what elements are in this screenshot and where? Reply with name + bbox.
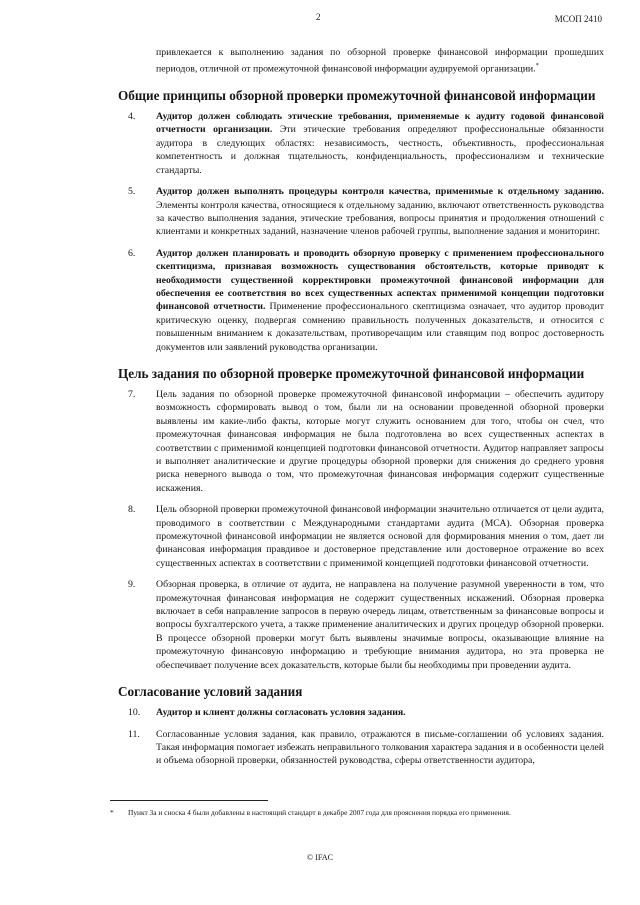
standard-code: МСОП 2410 [554, 14, 602, 24]
paragraph-text: Аудитор и клиент должны согласовать условия задания. [156, 707, 406, 719]
intro-paragraph: привлекается к выполнению задания по обзорной проверке финансовой информации прошедших периодов, отличной от промежуточной финансовой информации аудируемой организации.* [156, 47, 604, 75]
paragraph-6 [110, 247, 604, 354]
paragraph-number: 5. [128, 186, 136, 198]
paragraph-number: 11. [128, 728, 140, 740]
paragraph-text: Аудитор должен соблюдать этические требования, применяемые к аудиту годовой финансовой отчетности организации. Эти этические требования определяют профессиональные обязанности аудитора в следующих областях: независимость, честность, объективность, профессиональная компетентность и должная тщательность, конфиденциальность, профессионализм и технические стандарты. [156, 111, 604, 176]
page-number: 2 [316, 12, 321, 22]
paragraph-number: 7. [128, 388, 136, 400]
footnote [110, 808, 604, 818]
paragraph-number: 6. [128, 247, 136, 259]
footnote-reference: * [535, 62, 539, 70]
paragraph-number: 8. [128, 504, 136, 516]
paragraph-9 [110, 578, 604, 672]
paragraph-number: 4. [128, 111, 136, 123]
paragraph-text: Обзорная проверка, в отличие от аудита, не направлена на получение разумной уверенности в том, что промежуточная финансовая информация не содержит существенных искажений. Обзорная проверка включает в себя направление запросов в первую очередь лицам, ответственным за финансовые вопросы и вопросы бухгалтерского учета, а также применение аналитических и других процедур обзорной проверки. В процессе обзорной проверки могут быть выявлены значимые вопросы, оказывающие влияние на промежуточную финансовую информацию и требующие внимания аудитора, но эта проверка не обеспечивает получение всех доказательств, которые были бы необходимы при проведении аудита. [156, 579, 604, 671]
paragraph-8 [110, 503, 604, 570]
section-heading-objective: Цель задания по обзорной проверке промежуточной финансовой информации [118, 365, 585, 381]
paragraph-7 [110, 388, 604, 495]
copyright: © IFAC [306, 853, 334, 862]
paragraph-5 [110, 185, 604, 239]
paragraph-number: 9. [128, 579, 136, 591]
paragraph-text: Согласованные условия задания, как правило, отражаются в письме-соглашении об условиях задания. Такая информация помогает избежать неправильного толкования характера задания и в особенности целей и объема обзорной проверки, обязанностей руководства, сферы ответственности аудитора, [156, 728, 604, 767]
paragraph-4 [110, 110, 604, 177]
paragraph-10 [110, 706, 604, 719]
section-heading-terms: Согласование условий задания [118, 684, 303, 700]
paragraph-11 [110, 728, 604, 768]
footnote-text: Пункт 3а и сноска 4 были добавлены в настоящий стандарт в декабре 2007 года для прояснения порядка его применения. [128, 808, 511, 817]
paragraph-text: Цель обзорной проверки промежуточной финансовой информации значительно отличается от цели аудита, проводимого в соответствии с Международными стандартами аудита (МСА). Обзорная проверка промежуточной финансовой информации не является основой для формирования мнения о том, дает ли финансовая информация правдивое и достоверное представление или достоверное отражение во всех существенных аспектах в соответствии с применимой концепцией подготовки финансовой отчетности. [156, 504, 604, 569]
paragraph-text: Цель задания по обзорной проверке промежуточной финансовой информации – обеспечить аудитору возможность сформировать вывод о том, были ли на основании проведенной обзорной проверки выявлены им какие-либо факты, которые могут служить основанием для того, чтобы он счел, что промежуточная финансовая информация не была подготовлена во всех существенных аспектах в соответствии с применимой концепцией подготовки финансовой отчетности. Аудитор направляет запросы и выполняет аналитические и другие процедуры обзорной проверки для снижения до среднего уровня риска неверного вывода о том, что промежуточная финансовая информация содержит существенные искажения. [156, 388, 604, 494]
section-heading-principles: Общие принципы обзорной проверки промежуточной финансовой информации [118, 88, 596, 104]
footnote-mark: * [110, 808, 114, 817]
paragraph-text: Аудитор должен выполнять процедуры контроля качества, применимые к отдельному заданию. Элементы контроля качества, относящиеся к отдельному заданию, включают ответственность руководства за качество выполнения задания, этические требования, вопросы принятия и продолжения отношений с клиентами и конкретных заданий, назначение членов рабочей группы, выполнение задания и мониторинг. [156, 186, 604, 238]
footnote-divider [110, 800, 268, 801]
paragraph-text: Аудитор должен планировать и проводить обзорную проверку с применением профессионального скептицизма, признавая возможность существования обстоятельств, которые приводят к необходимости существенной корректировки промежуточной финансовой информации для обеспечения ее соответствия во всех существенных аспектах применимой концепции подготовки финансовой отчетности. Применение профессионального скептицизма означает, что аудитор проводит критическую оценку, подвергая сомнению правильность полученных доказательств, и относится с повышенным вниманием к доказательствам, противоречащим или ставящим под вопрос достоверность документов или заявлений руководства организации. [156, 247, 604, 353]
document-body [110, 46, 604, 776]
paragraph-number: 10. [128, 707, 141, 719]
